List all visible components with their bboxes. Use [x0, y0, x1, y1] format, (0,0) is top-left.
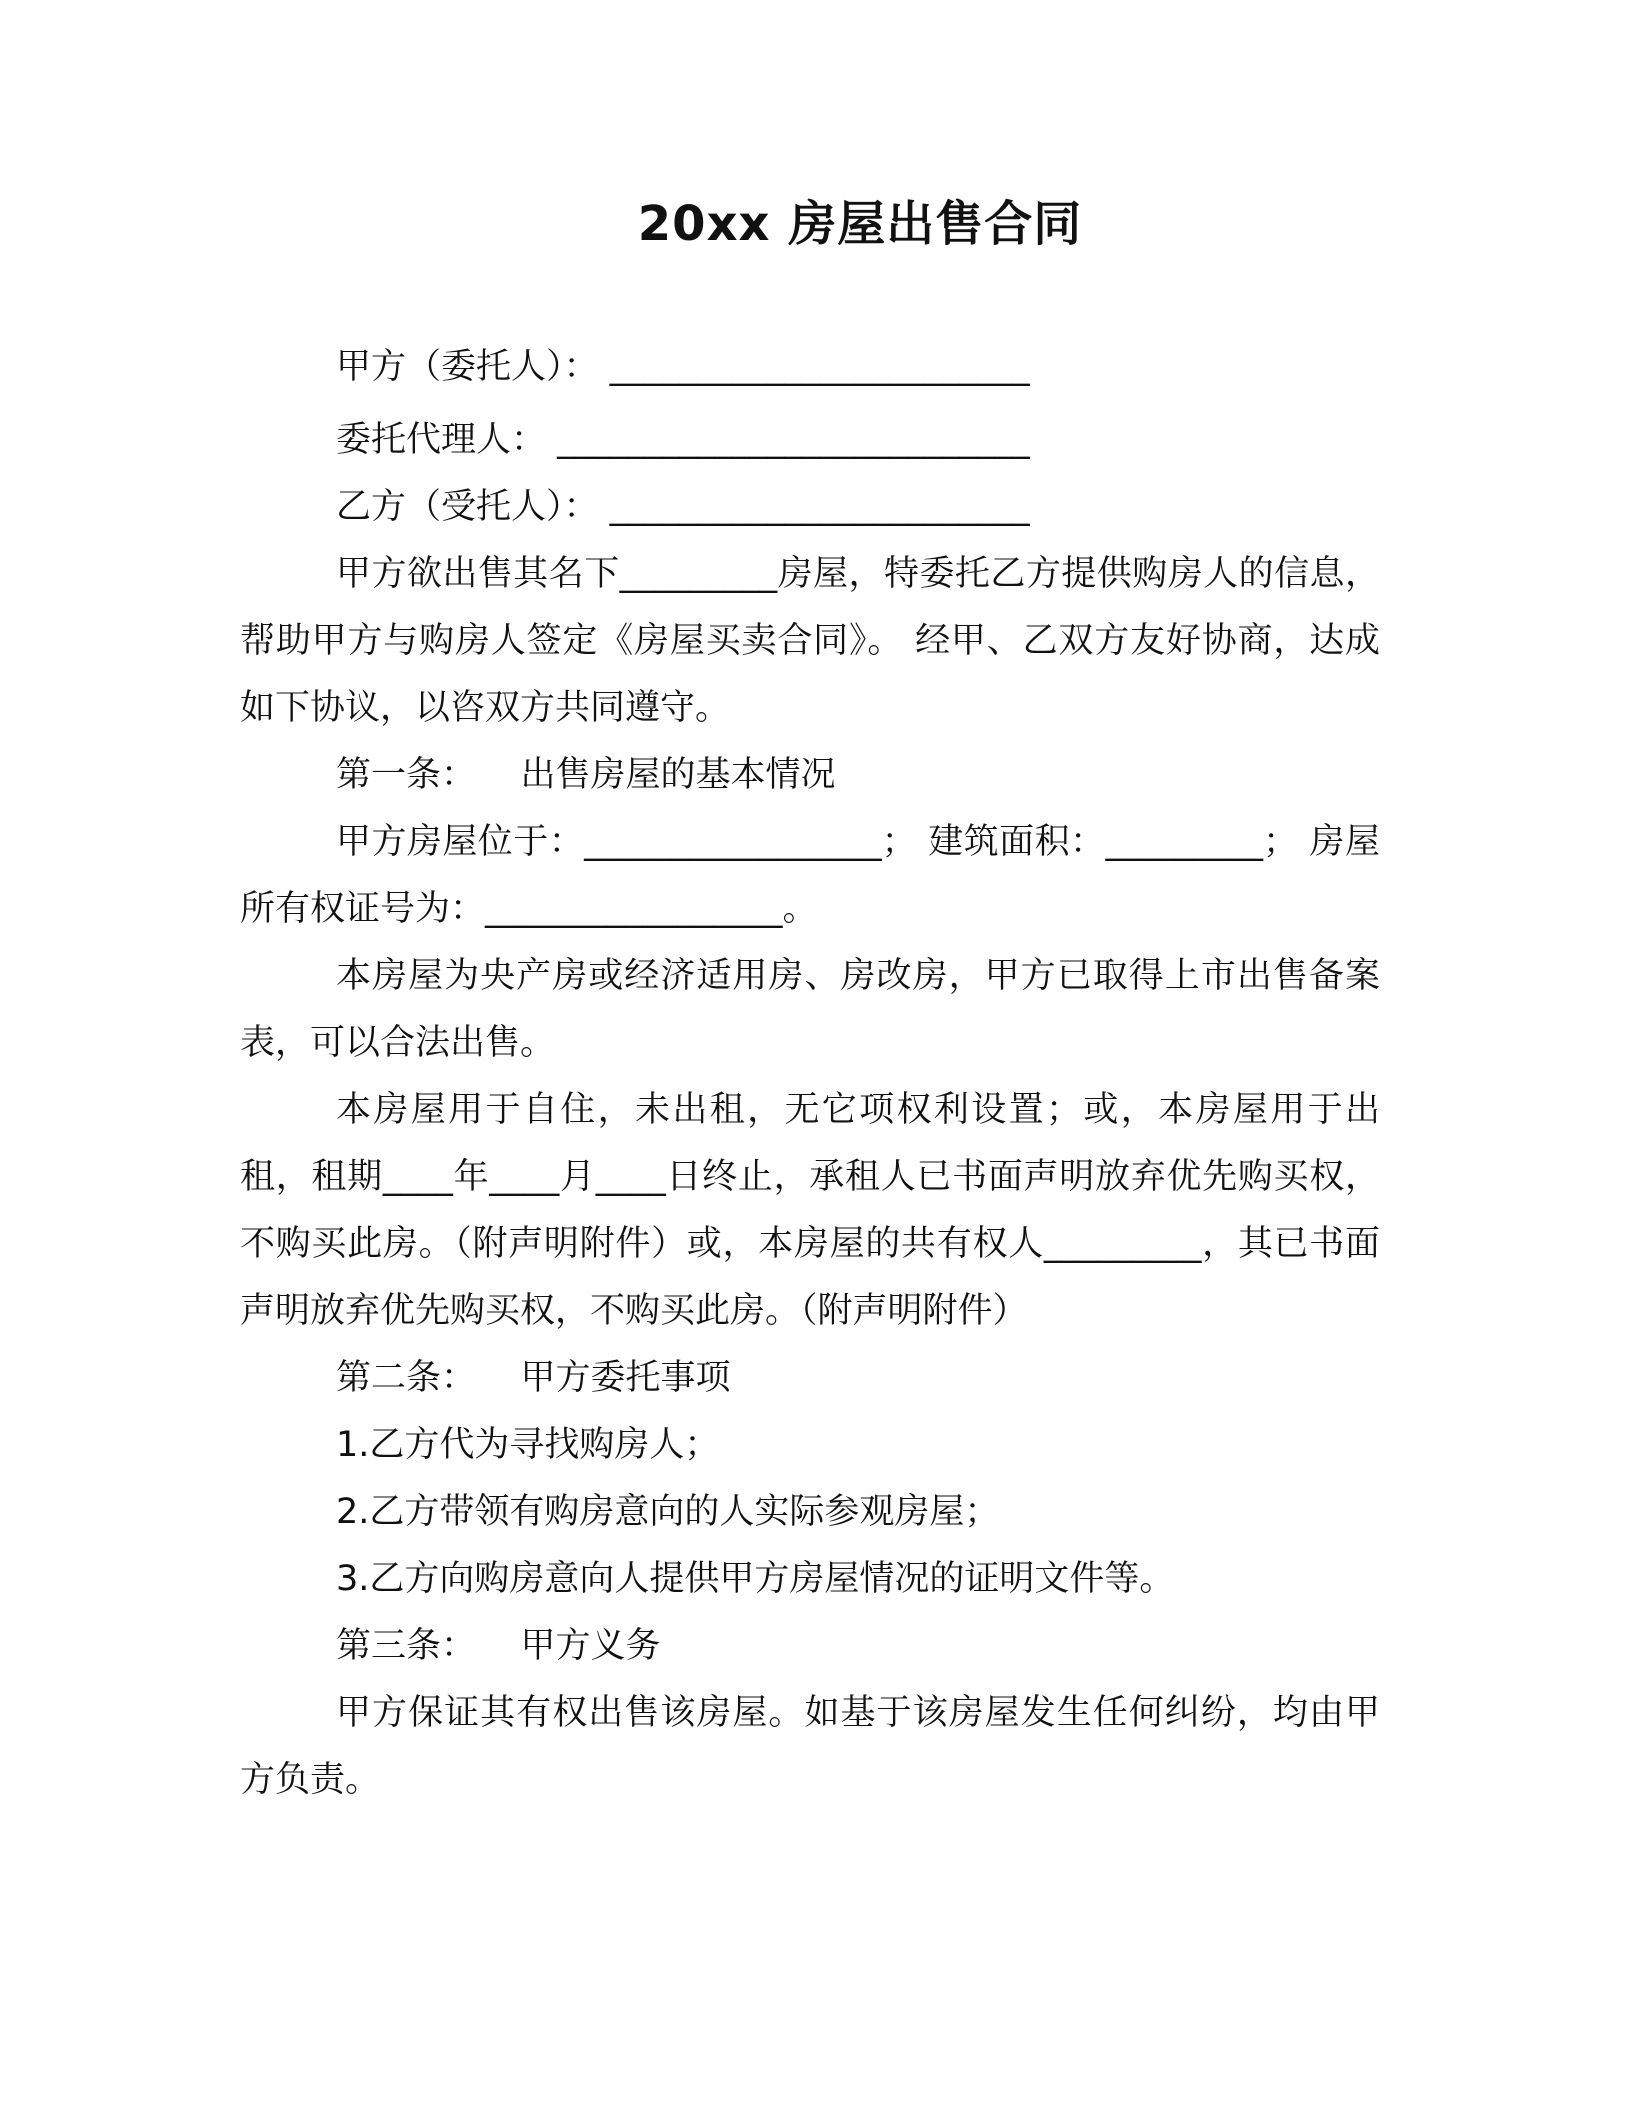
article3-heading: 第三条： 甲方义务 [336, 1626, 661, 1666]
article1-location-paragraph: 甲方房屋位于：_________________； 建筑面积：_________； 房屋所有权证号为：_________________。 [240, 822, 1380, 929]
article2-heading: 第二条： 甲方委托事项 [336, 1358, 731, 1398]
intro-paragraph: 甲方欲出售其名下_________房屋，特委托乙方提供购房人的信息，帮助甲方与购房人签定《房屋买卖合同》。 经甲、乙双方友好协商，达成如下协议，以咨双方共同遵守。 [240, 554, 1380, 728]
party-b-line: 乙方（受托人）： ________________________ [336, 487, 1030, 527]
agent-line: 委托代理人： ___________________________ [336, 420, 1030, 460]
document-body [240, 334, 1380, 1814]
article2-item-2: 2.乙方带领有购房意向的人实际参观房屋； [336, 1492, 1000, 1532]
article2-item-1: 1.乙方代为寻找购房人； [336, 1425, 720, 1465]
document-title: 20xx 房屋出售合同 [637, 196, 1083, 252]
article1-property-type-paragraph: 本房屋为央产房或经济适用房、房改房，甲方已取得上市出售备案表，可以合法出售。 [240, 956, 1380, 1063]
article3-paragraph: 甲方保证其有权出售该房屋。如基于该房屋发生任何纠纷，均由甲方负责。 [240, 1693, 1380, 1800]
article1-heading: 第一条： 出售房屋的基本情况 [336, 755, 836, 795]
party-a-line: 甲方（委托人）： ________________________ [336, 347, 1030, 387]
article1-usage-paragraph: 本房屋用于自住，未出租，无它项权利设置；或，本房屋用于出租，租期____年____月____日终止，承租人已书面声明放弃优先购买权，不购买此房。（附声明附件）或，本房屋的共有权人_________，其已书面声明放弃优先购买权，不购买此房。（附声明附件） [240, 1090, 1380, 1331]
article2-item-3: 3.乙方向购房意向人提供甲方房屋情况的证明文件等。 [336, 1559, 1175, 1599]
